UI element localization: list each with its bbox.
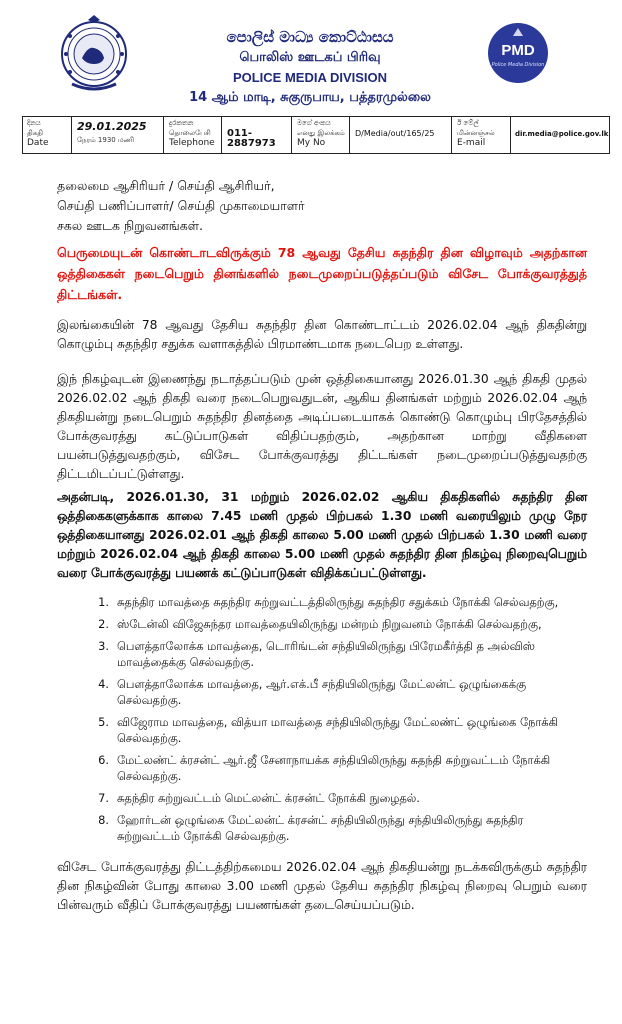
phone-label-ta: தொலைபேசி bbox=[169, 129, 211, 137]
email-value: dir.media@police.gov.lk bbox=[515, 130, 609, 138]
header-sinhala-title: පොලිස් මාධ්‍ය කොට්ඨාසය bbox=[226, 28, 394, 46]
email-label-en: E-mail bbox=[457, 138, 486, 148]
divider bbox=[349, 117, 350, 153]
list-item bbox=[75, 752, 587, 784]
list-number: 8. bbox=[98, 813, 109, 827]
email-label-si: ඊ මේල් bbox=[457, 119, 479, 127]
pmd-logo-subtext: Police Media Division bbox=[491, 62, 545, 68]
email-value-cell bbox=[515, 117, 609, 165]
phone-value-cell bbox=[227, 117, 289, 165]
myno-label-en: My No bbox=[297, 138, 326, 148]
email-label-ta: மின்னஞ்சல் bbox=[457, 129, 495, 137]
restricted-routes-list bbox=[75, 594, 587, 850]
list-item bbox=[75, 790, 587, 806]
list-number: 6. bbox=[98, 753, 109, 767]
phone-label-en: Telephone bbox=[169, 138, 215, 148]
date-labels bbox=[27, 117, 67, 154]
list-item bbox=[75, 812, 587, 844]
paragraph-2: இந் நிகழ்வுடன் இணைந்து நடாத்தப்படும் முன் ஒத்திகையானது 2026.01.30 ஆந் திகதி முதல் 2026.02.02 ஆந் திகதி வரை நடைபெறுவதுடன், ஆகிய தினங்கள் மற்றும் 2026.02.04 ஆந் திகதியன்று நடைபெறும் சுதந்திர தினத்தை அடிப்படையாகக் கொண்டு கொழும்பு பிரதேசத்தில் போக்குவரத்து கட்டுப்பாடுகள் விதிப்பதற்கும், அதற்கான மாற்று வீதிகளை பயன்படுத்துவதற்கும், விசேட போக்குவரத்து திட்டங்கள் நடைமுறைப்படுத்துவதற்கு திட்டமிடப்பட்டுள்ளது. bbox=[57, 372, 587, 481]
addressee-line: சகல ஊடக நிறுவனங்கள். bbox=[57, 218, 204, 233]
list-text: சுதந்திர சுற்றுவட்டம் மெட்லன்ட் க்ரசன்ட் நோக்கி நுழைதல். bbox=[117, 791, 420, 805]
phone-label-si: දුරකතන bbox=[169, 119, 194, 127]
date-values bbox=[77, 117, 157, 158]
divider bbox=[510, 117, 511, 153]
list-number: 2. bbox=[98, 617, 109, 631]
pmd-logo-text: PMD bbox=[501, 42, 535, 59]
myno-value-cell bbox=[355, 117, 453, 165]
date-label-si: දිනය bbox=[27, 119, 41, 127]
list-text: சுதந்திர மாவத்தை சுதந்திர சுற்றுவட்டத்திலிருந்து சுதந்திர சதுக்கம் நோக்கி செல்வதற்கு, bbox=[117, 595, 559, 609]
list-text: ஹோர்டன் ஒழுங்கை மேட்லன்ட் க்ரசன்ட் சந்தியிலிருந்து சந்தியிலிருந்து சுதந்திர சுற்றுவட்டம் நோக்கி செல்வதற்கு. bbox=[117, 813, 524, 843]
myno-labels bbox=[297, 117, 345, 154]
list-text: விஜேராம மாவத்தை, வித்யா மாவத்தை சந்தியிலிருந்து மேட்லண்ட் ஒழுங்கை நோக்கி செல்வதற்கு. bbox=[117, 715, 558, 745]
myno-label-ta: எனது இலக்கம் bbox=[297, 129, 345, 137]
phone-value: 011-2887973 bbox=[227, 128, 276, 149]
list-text: பௌத்தாலோக்க மாவத்தை, ஆர்.எக்.பீ சந்தியிலிருந்து மேட்லன்ட் ஒழுங்கைக்கு செல்வதற்கு. bbox=[117, 677, 527, 707]
date-label-ta: திகதி bbox=[27, 129, 43, 137]
info-bar bbox=[22, 116, 610, 154]
time-value: நேரம் 1930 மணி bbox=[77, 136, 135, 144]
list-number: 7. bbox=[98, 791, 109, 805]
email-labels bbox=[457, 117, 509, 154]
police-emblem-logo bbox=[58, 14, 130, 92]
addressee-line: தலைமை ஆசிரியர் / செய்தி ஆசிரியர், bbox=[57, 178, 275, 193]
list-number: 1. bbox=[98, 595, 109, 609]
list-item bbox=[75, 714, 587, 746]
addressee-line: செய்தி பணிப்பாளர்/ செய்தி முகாமையாளர் bbox=[57, 198, 305, 213]
paragraph-4: விசேட போக்குவரத்து திட்டத்திற்கமைய 2026.02.04 ஆந் திகதியன்று நடக்கவிருக்கும் சுதந்திர தின நிகழ்வின் போது காலை 3.00 மணி முதல் தேசிய சுதந்திர நிகழ்வு நிறைவு பெறும் வரை பின்வரும் வீதிப் போக்குவரத்து பயணங்கள் தடைசெய்யப்படும். bbox=[57, 860, 587, 912]
list-number: 5. bbox=[98, 715, 109, 729]
divider bbox=[221, 117, 222, 153]
date-label-en: Date bbox=[27, 138, 49, 148]
date-value: 29.01.2025 bbox=[77, 120, 147, 133]
list-item bbox=[75, 638, 587, 670]
list-item bbox=[75, 676, 587, 708]
list-text: மேட்லண்ட் க்ரசன்ட் ஆர்.ஜீ சேனாநாயக்க சந்தியிலிருந்து சுதந்தி சுற்றுவட்டம் நோக்கி செல்வதற்கு. bbox=[117, 753, 551, 783]
list-number: 4. bbox=[98, 677, 109, 691]
subject-heading: பெருமையுடன் கொண்டாடவிருக்கும் 78 ஆவது தேசிய சுதந்திர தின விழாவும் அதற்கான ஒத்திகைகள் நடைபெறும் தினங்களில் நடைமுறைப்படுத்தப்படும் விசேட போக்குவரத்துத் திட்டங்கள். bbox=[57, 245, 587, 302]
list-text: ஸ்டேன்லி விஜேசுந்தர மாவத்தையிலிருந்து மன்றம் நிறுவனம் நோக்கி செல்வதற்கு, bbox=[117, 617, 542, 631]
myno-value: D/Media/out/165/25 bbox=[355, 129, 435, 138]
list-number: 3. bbox=[98, 639, 109, 653]
header-address: 14 ஆம் மாடி, சுகுருபாய, பத்தரமுல்லை bbox=[189, 90, 431, 105]
myno-label-si: මගේ අංකය bbox=[297, 119, 331, 127]
header-tamil-title: பொலிஸ் ஊடகப் பிரிவு bbox=[239, 50, 381, 65]
divider bbox=[71, 117, 72, 153]
paragraph-1: இலங்கையின் 78 ஆவது தேசிய சுதந்திர தின கொண்டாட்டம் 2026.02.04 ஆந் திகதின்று கொழும்பு சுதந்திர சதுக்க வளாகத்தில் பிரமாண்டமாக நடைபெற உள்ளது. bbox=[57, 318, 587, 351]
divider bbox=[291, 117, 292, 153]
divider bbox=[163, 117, 164, 153]
phone-labels bbox=[169, 117, 219, 154]
list-item bbox=[75, 594, 587, 610]
list-item bbox=[75, 616, 587, 632]
list-text: பௌத்தாலோக்க மாவத்தை, டொரிங்டன் சந்தியிலிருந்து பிரேமகீர்த்தி த அல்விஸ் மாவத்தைக்கு செல்வதற்கு. bbox=[117, 639, 535, 669]
header-english-title: POLICE MEDIA DIVISION bbox=[232, 70, 388, 85]
paragraph-3: அதன்படி, 2026.01.30, 31 மற்றும் 2026.02.02 ஆகிய திகதிகளில் சுதந்திர தின ஒத்திகைகளுக்காக காலை 7.45 மணி முதல் பிற்பகல் 1.30 மணி வரையிலும் முழு நேர ஒத்திகையானது 2026.02.01 ஆந் திகதி காலை 5.00 மணி முதல் பிற்பகல் 1.30 மணி வரை மற்றும் 2026.02.04 ஆந் திகதி காலை 5.00 மணி முதல் சுதந்திர தின நிகழ்வு நிறைவுபெறும் வரை போக்குவரத்து பயணக் கட்டுப்பாடுகள் விதிக்கப்பட்டுள்ளது. bbox=[57, 490, 587, 580]
divider bbox=[451, 117, 452, 153]
